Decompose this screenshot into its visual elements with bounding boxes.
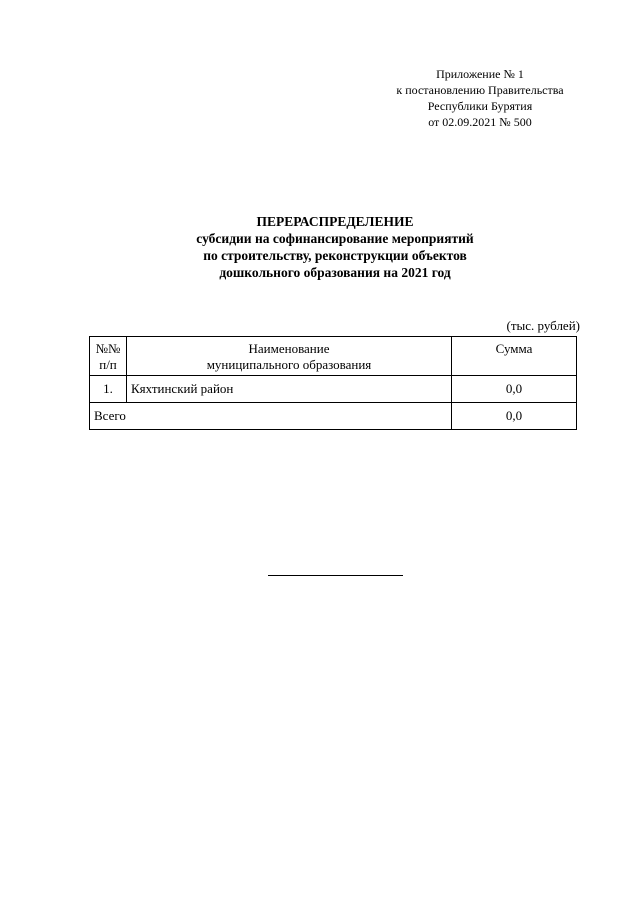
header-number-line-1: №№ xyxy=(95,341,121,356)
units-label: (тыс. рублей) xyxy=(506,318,580,333)
end-divider-line xyxy=(268,575,403,576)
appendix-republic: Республики Бурятия xyxy=(427,99,533,113)
total-label: Всего xyxy=(90,403,452,430)
total-sum: 0,0 xyxy=(452,403,577,430)
row-sum: 0,0 xyxy=(452,376,577,403)
header-name-line-2: муниципального образования xyxy=(206,357,372,372)
header-number-line-2: п/п xyxy=(99,357,117,372)
appendix-header xyxy=(360,66,600,130)
header-name xyxy=(127,337,452,376)
title-line-1: ПЕРЕРАСПРЕДЕЛЕНИЕ xyxy=(256,214,414,229)
header-sum: Сумма xyxy=(452,337,577,376)
row-number: 1. xyxy=(90,376,127,403)
appendix-resolution: к постановлению Правительства xyxy=(396,83,564,97)
appendix-number: Приложение № 1 xyxy=(436,67,524,81)
row-municipality: Кяхтинский район xyxy=(127,376,452,403)
document-title xyxy=(90,213,580,281)
table-total-row xyxy=(90,403,577,430)
table-header-row xyxy=(90,337,577,376)
title-line-2: субсидии на софинансирование мероприятий xyxy=(196,231,474,246)
table-row xyxy=(90,376,577,403)
title-line-4: дошкольного образования на 2021 год xyxy=(219,265,451,280)
header-name-line-1: Наименование xyxy=(248,341,330,356)
subsidy-table xyxy=(89,336,577,430)
appendix-date: от 02.09.2021 № 500 xyxy=(428,115,532,129)
title-line-3: по строительству, реконструкции объектов xyxy=(203,248,467,263)
header-number xyxy=(90,337,127,376)
